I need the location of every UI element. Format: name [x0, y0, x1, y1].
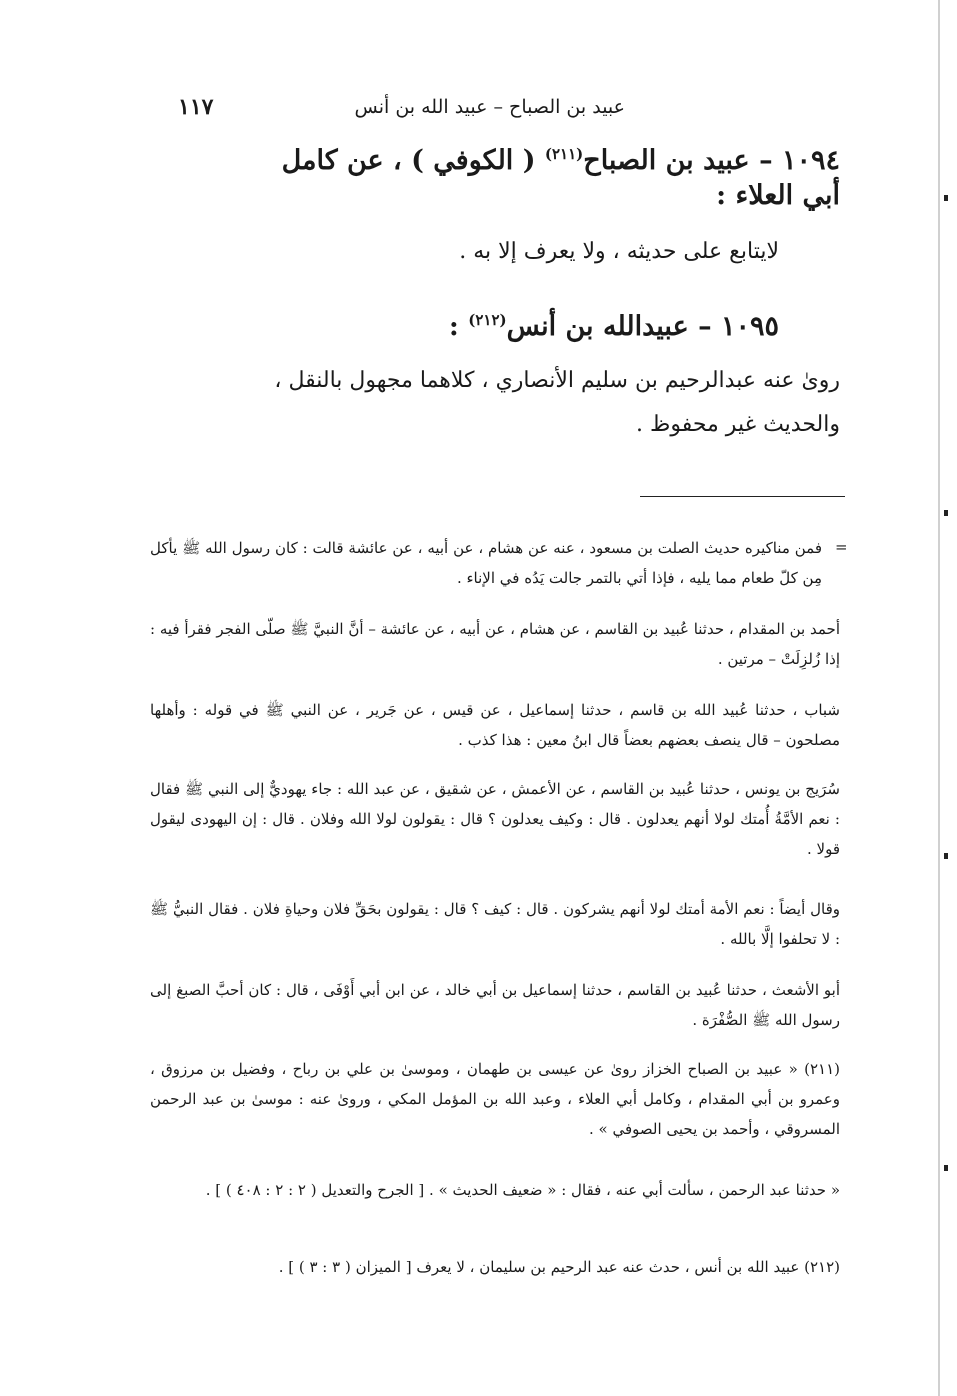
- footnote-212: (٢١٢) عبيد الله بن أنس ، حدث عنه عبد الرحيم بن سليمان ، لا يعرف [ الميزان ( ٣ : ٣ ) ] .: [278, 1258, 840, 1276]
- footnote-211-continued: « حدثنا عبد الرحمن ، سألت أبي عنه ، فقال : « ضعيف الحديث » . [ الجرح والتعديل ( ٢ : ٢ : ٤٠٨ ) ] .: [205, 1181, 840, 1199]
- footnote-paragraph: شباب ، حدثنا عُبيد الله بن قاسم ، حدثنا إسماعيل ، عن قيس ، عن جَرير ، عن النبي ﷺ في قوله : وأهلها مصلحون – قال ينصف بعضهم بعضاً قال ابنُ معين : هذا كذب .: [150, 701, 840, 749]
- edge-mark: [944, 195, 948, 201]
- footnote-paragraph: فمن مناكيره حديث الصلت بن مسعود ، عنه عن هشام ، عن أبيه ، عن عائشة قالت : كان رسول الله ﷺ يأكل مِن كلّ طعام مما يليه ، فإذا أتي بالتمر جالت يَدُه في الإناء .: [150, 539, 822, 587]
- entry-1094-heading-line2: أبي العلاء :: [716, 180, 840, 211]
- edge-mark: [944, 1165, 948, 1171]
- page-header: [150, 94, 840, 126]
- footnote-paragraph: أحمد بن المقدام ، حدثنا عُبيد بن القاسم ، عن هشام ، عن أبيه ، عن عائشة – أنَّ النبيَّ ﷺ صلّى الفجر فقرأ فيه : إذا زُلزِلَتْ – مرتين .: [150, 620, 840, 668]
- entry-1095-heading-main: ١٠٩٥ – عبيدالله بن أنس: [506, 311, 779, 342]
- footnote-paragraph: سُرَيج بن يونس ، حدثنا عُبيد بن القاسم ، عن الأعمش ، عن شقيق ، عن عبد الله : جاء يهوديٌّ إلى النبي ﷺ فقال : نعم الأمَّةُ أُمتك لولا أنهم يعدلون . قال : وكيف يعدلون ؟ قال : يقولون لولا الله وفلان . قال : إن اليهودى ليقول قولا .: [150, 780, 840, 858]
- entry-1094-heading-rest: ( الكوفي ) ، عن كامل: [281, 145, 545, 176]
- entry-1095-heading-rest: :: [448, 311, 469, 342]
- footnote-211: (٢١١) « عبيد بن الصباح الخزاز روىٰ عن عيسى بن طهمان ، وموسىٰ بن علي بن رباح ، وفضيل بن مرزوق ، وعمرو بن أبي المقدام ، وكامل أبي العلاء ، وعبد الله بن المؤمل المكي ، وروىٰ عنه : موسىٰ بن عبد الرحمن المسروقي ، وأحمد بن يحيى الصوفي » .: [150, 1060, 841, 1138]
- running-title: عبيد بن الصباح – عبيد الله بن أنس: [354, 96, 625, 118]
- entry-1095-heading: [89, 300, 779, 347]
- footnote-paragraph: أبو الأشعث ، حدثنا عُبيد بن القاسم ، حدثنا إسماعيل بن أبي خالد ، عن ابن أبي أَوْفَى ، قال : كان أحبَّ الصبغ إلى رسول الله ﷺ الصُّفْرَة .: [150, 981, 840, 1029]
- page-edge-line: [938, 0, 940, 1396]
- footnote-ref-212: (٢١٢): [468, 311, 507, 329]
- entry-1095-text-line2: والحديث غير محفوظ .: [636, 412, 840, 437]
- footnote-separator: [640, 496, 845, 497]
- edge-mark: [944, 853, 948, 859]
- page-number: ١١٧: [178, 94, 214, 120]
- entry-1094-heading-main: ١٠٩٤ – عبيد بن الصباح: [583, 145, 840, 176]
- footnote-paragraph: وقال أيضاً : نعم الأمة أمتك لولا أنهم يشركون . قال : كيف ؟ قال : يقولون بحَقِّ فلان وحياةِ فلان . فقال النبيُّ ﷺ : لا تحلفوا إلَّا بالله .: [150, 900, 840, 948]
- entry-1095-text-line1: روىٰ عنه عبدالرحيم بن سليم الأنصاري ، كلاهما مجهول بالنقل ،: [274, 368, 840, 393]
- entry-1094-heading: [150, 134, 840, 181]
- continuation-mark: =: [835, 538, 848, 556]
- footnote-ref-211: (٢١١): [544, 145, 584, 163]
- edge-mark: [944, 510, 948, 516]
- entry-1094-text: لايتابع على حديثه ، ولا يعرف إلا به .: [459, 239, 779, 264]
